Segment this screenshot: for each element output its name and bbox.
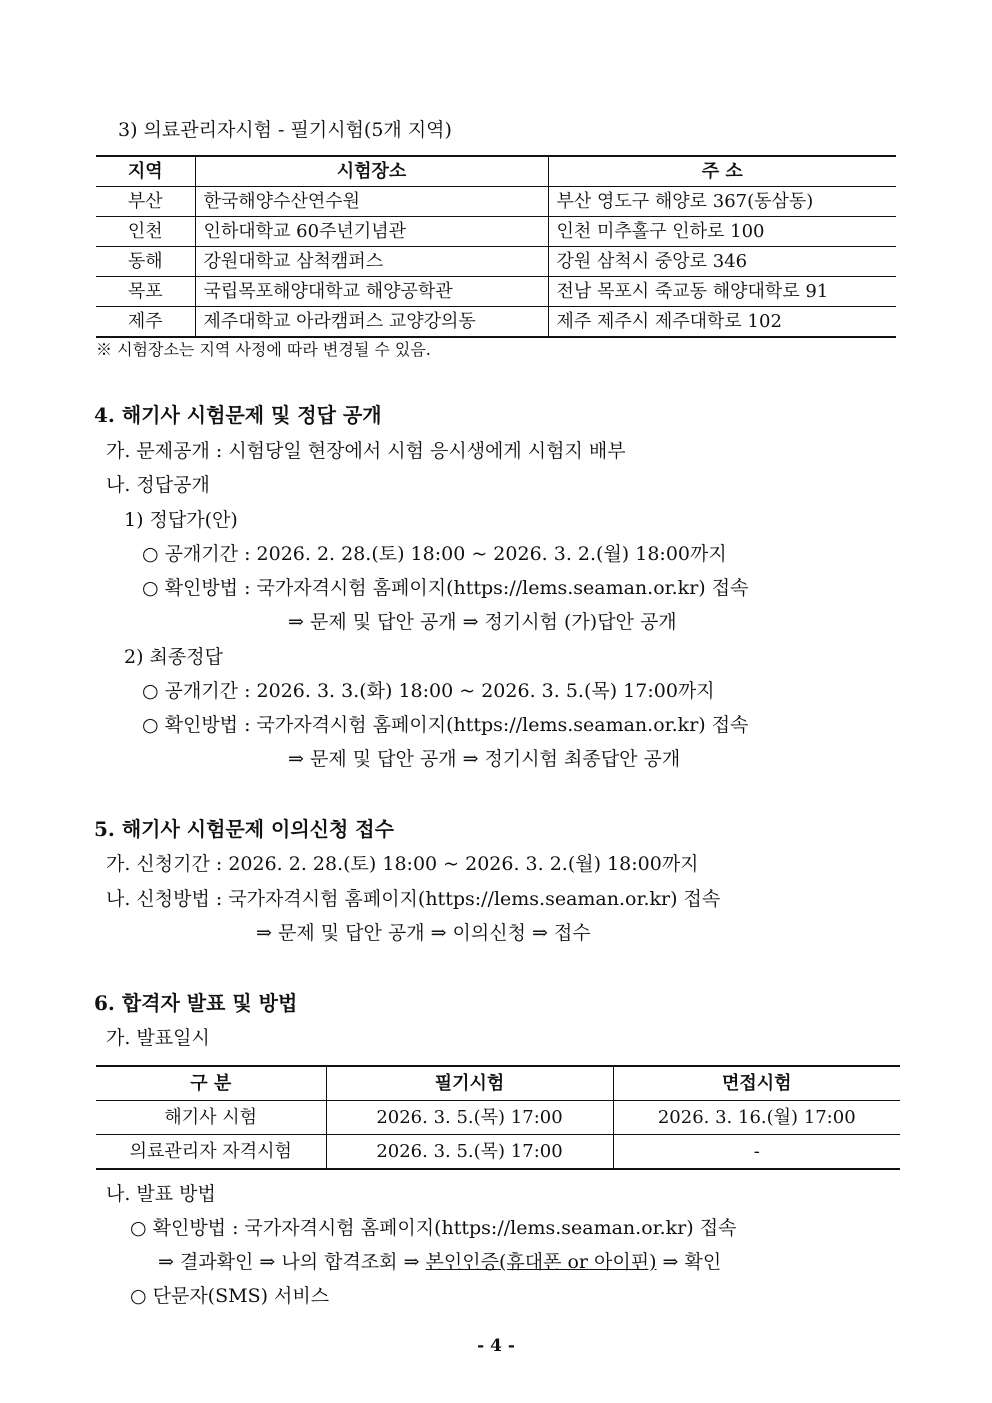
- header-interview-exam: 면접시험: [613, 1066, 900, 1101]
- section-5-item-a: 가. 신청기간 : 2026. 2. 28.(토) 18:00 ~ 2026. 3. 2.(월) 18:00까지: [106, 853, 699, 875]
- cell-written-date: 2026. 3. 5.(목) 17:00: [326, 1135, 613, 1170]
- cell-venue: 한국해양수산연수원: [195, 187, 548, 217]
- announcement-table: [96, 1065, 900, 1170]
- cell-address: 제주 제주시 제주대학로 102: [548, 307, 896, 338]
- header-category: 구 분: [96, 1066, 326, 1101]
- page-number: - 4 -: [477, 1336, 515, 1356]
- table-row: [96, 1135, 900, 1170]
- exam-venue-table: [96, 155, 896, 338]
- result-check-method: ○ 확인방법 : 국가자격시험 홈페이지(https://lems.seaman.or.kr) 접속: [130, 1217, 737, 1239]
- cell-venue: 제주대학교 아라캠퍼스 교양강의동: [195, 307, 548, 338]
- cell-address: 부산 영도구 해양로 367(동삼동): [548, 187, 896, 217]
- section-5-path: ⇒ 문제 및 답안 공개 ⇒ 이의신청 ⇒ 접수: [256, 922, 591, 944]
- table-row: [96, 1101, 900, 1135]
- cell-region: 부산: [96, 187, 195, 217]
- cell-address: 전남 목포시 죽교동 해양대학로 91: [548, 277, 896, 307]
- sms-service: ○ 단문자(SMS) 서비스: [130, 1285, 330, 1307]
- table-row: [96, 277, 896, 307]
- cell-interview-date: 2026. 3. 16.(월) 17:00: [613, 1101, 900, 1135]
- table-header-row: [96, 156, 896, 187]
- final-answer-period: ○ 공개기간 : 2026. 3. 3.(화) 18:00 ~ 2026. 3. 5.(목) 17:00까지: [142, 680, 715, 702]
- answer-draft-method: ○ 확인방법 : 국가자격시험 홈페이지(https://lems.seaman.or.kr) 접속: [142, 577, 749, 599]
- table-row: [96, 187, 896, 217]
- answer-draft-path: ⇒ 문제 및 답안 공개 ⇒ 정기시험 (가)답안 공개: [288, 611, 677, 633]
- subsection-title: 3) 의료관리자시험 - 필기시험(5개 지역): [118, 119, 452, 141]
- cell-venue: 강원대학교 삼척캠퍼스: [195, 247, 548, 277]
- cell-region: 인천: [96, 217, 195, 247]
- final-answer-method: ○ 확인방법 : 국가자격시험 홈페이지(https://lems.seaman.or.kr) 접속: [142, 714, 749, 736]
- header-address: 주 소: [548, 156, 896, 187]
- final-answer-path: ⇒ 문제 및 답안 공개 ⇒ 정기시험 최종답안 공개: [288, 748, 681, 770]
- answer-draft-period: ○ 공개기간 : 2026. 2. 28.(토) 18:00 ~ 2026. 3. 2.(월) 18:00까지: [142, 543, 727, 565]
- path-suffix: ⇒ 확인: [656, 1251, 722, 1273]
- cell-category: 의료관리자 자격시험: [96, 1135, 326, 1170]
- venue-note: ※ 시험장소는 지역 사정에 따라 변경될 수 있음.: [96, 340, 431, 359]
- answer-draft-title: 1) 정답가(안): [124, 509, 238, 531]
- header-venue: 시험장소: [195, 156, 548, 187]
- section-6-item-b: 나. 발표 방법: [106, 1183, 216, 1205]
- cell-region: 동해: [96, 247, 195, 277]
- cell-address: 강원 삼척시 중앙로 346: [548, 247, 896, 277]
- section-5-item-b: 나. 신청방법 : 국가자격시험 홈페이지(https://lems.seaman.or.kr) 접속: [106, 888, 721, 910]
- cell-venue: 인하대학교 60주년기념관: [195, 217, 548, 247]
- identity-verification-link: 본인인증(휴대폰 or 아이핀): [425, 1251, 657, 1273]
- cell-interview-date: -: [613, 1135, 900, 1170]
- path-prefix: ⇒ 결과확인 ⇒ 나의 합격조회 ⇒: [158, 1251, 426, 1273]
- cell-category: 해기사 시험: [96, 1101, 326, 1135]
- cell-address: 인천 미추홀구 인하로 100: [548, 217, 896, 247]
- header-region: 지역: [96, 156, 195, 187]
- cell-region: 목포: [96, 277, 195, 307]
- section-4-item-a: 가. 문제공개 : 시험당일 현장에서 시험 응시생에게 시험지 배부: [106, 440, 626, 462]
- section-6-item-a: 가. 발표일시: [106, 1027, 210, 1049]
- cell-venue: 국립목포해양대학교 해양공학관: [195, 277, 548, 307]
- result-check-path: [158, 1250, 721, 1274]
- section-4-heading: 4. 해기사 시험문제 및 정답 공개: [94, 403, 382, 427]
- final-answer-title: 2) 최종정답: [124, 646, 223, 668]
- header-written-exam: 필기시험: [326, 1066, 613, 1101]
- section-5-heading: 5. 해기사 시험문제 이의신청 접수: [94, 817, 394, 841]
- table-row: [96, 247, 896, 277]
- table-header-row: [96, 1066, 900, 1101]
- section-6-heading: 6. 합격자 발표 및 방법: [94, 991, 298, 1015]
- table-row: [96, 307, 896, 338]
- section-4-item-b: 나. 정답공개: [106, 474, 210, 496]
- cell-written-date: 2026. 3. 5.(목) 17:00: [326, 1101, 613, 1135]
- table-row: [96, 217, 896, 247]
- cell-region: 제주: [96, 307, 195, 338]
